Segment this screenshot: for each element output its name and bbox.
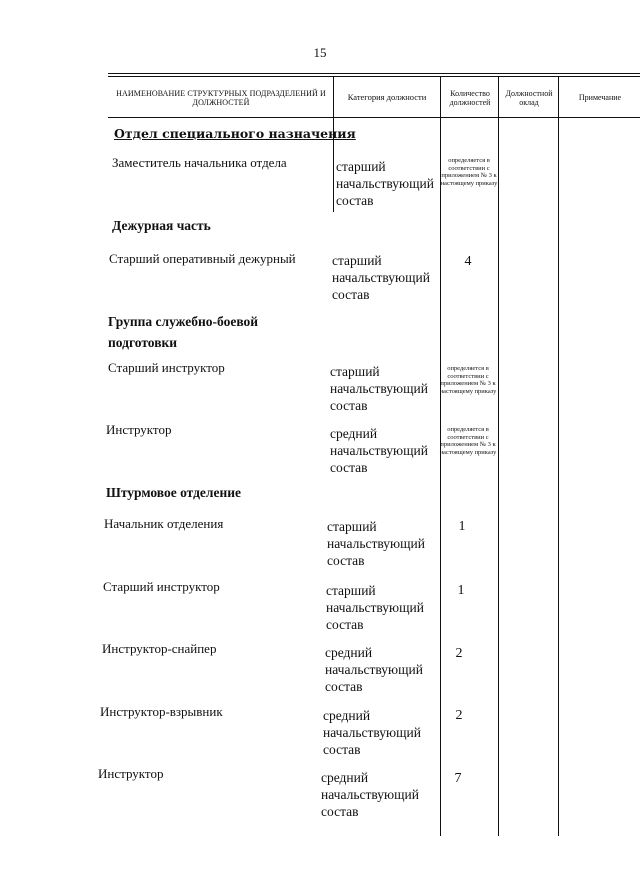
position-name: Старший оперативный дежурный bbox=[109, 251, 296, 266]
header-category: Категория должности bbox=[347, 92, 427, 103]
position-quantity: 1 bbox=[458, 519, 466, 534]
position-name: Инструктор bbox=[106, 422, 172, 437]
position-quantity: 4 bbox=[464, 254, 472, 269]
table-top-rule-inner bbox=[108, 76, 640, 77]
column-divider-4 bbox=[558, 76, 559, 836]
position-category: старший начальствующий состав bbox=[336, 159, 434, 208]
position-quantity: 2 bbox=[455, 646, 463, 661]
page-number: 15 bbox=[313, 45, 327, 60]
header-quantity: Количество должностей bbox=[449, 88, 491, 107]
section-title: Отдел специального назначения bbox=[114, 126, 356, 141]
position-category: средний начальствующий состав bbox=[321, 770, 419, 819]
position-quantity: 1 bbox=[457, 583, 465, 598]
header-salary: Должностной оклад bbox=[505, 88, 553, 107]
position-category: средний начальствующий состав bbox=[323, 708, 421, 757]
position-category: старший начальствующий состав bbox=[332, 253, 430, 302]
table-top-rule bbox=[108, 73, 640, 74]
position-category: средний начальствующий состав bbox=[330, 426, 428, 475]
position-name: Инструктор bbox=[98, 766, 164, 781]
position-category: средний начальствующий состав bbox=[325, 645, 423, 694]
position-category: старший начальствующий состав bbox=[327, 519, 425, 568]
header-note: Примечание bbox=[578, 93, 622, 103]
position-quantity: 7 bbox=[454, 771, 462, 786]
position-quantity: определяется в соответствии с приложением № 3 к настоящему приказу bbox=[439, 426, 497, 456]
position-name: Начальник отделения bbox=[104, 516, 224, 531]
section-title: Группа служебно-боевой подготовки bbox=[108, 314, 259, 350]
position-name: Старший инструктор bbox=[108, 360, 225, 375]
position-quantity: определяется в соответствии с приложением № 3 к настоящему приказу bbox=[439, 365, 497, 395]
position-name: Старший инструктор bbox=[103, 579, 220, 594]
section-title: Штурмовое отделение bbox=[106, 485, 242, 500]
position-category: старший начальствующий состав bbox=[326, 583, 424, 632]
position-quantity: 2 bbox=[455, 708, 463, 723]
column-divider-3 bbox=[498, 76, 499, 836]
position-name: Заместитель начальника отдела bbox=[112, 155, 287, 170]
position-name: Инструктор-взрывник bbox=[100, 704, 223, 719]
header-name: НАИМЕНОВАНИЕ СТРУКТУРНЫХ ПОДРАЗДЕЛЕНИЙ И ДОЛЖНОСТЕЙ bbox=[116, 88, 326, 107]
section-title: Дежурная часть bbox=[112, 218, 211, 233]
position-quantity: определяется в соответствии с приложением № 3 к настоящему приказу bbox=[440, 157, 498, 187]
table-header-rule bbox=[108, 117, 640, 118]
position-name: Инструктор-снайпер bbox=[102, 641, 217, 656]
position-category: старший начальствующий состав bbox=[330, 364, 428, 413]
